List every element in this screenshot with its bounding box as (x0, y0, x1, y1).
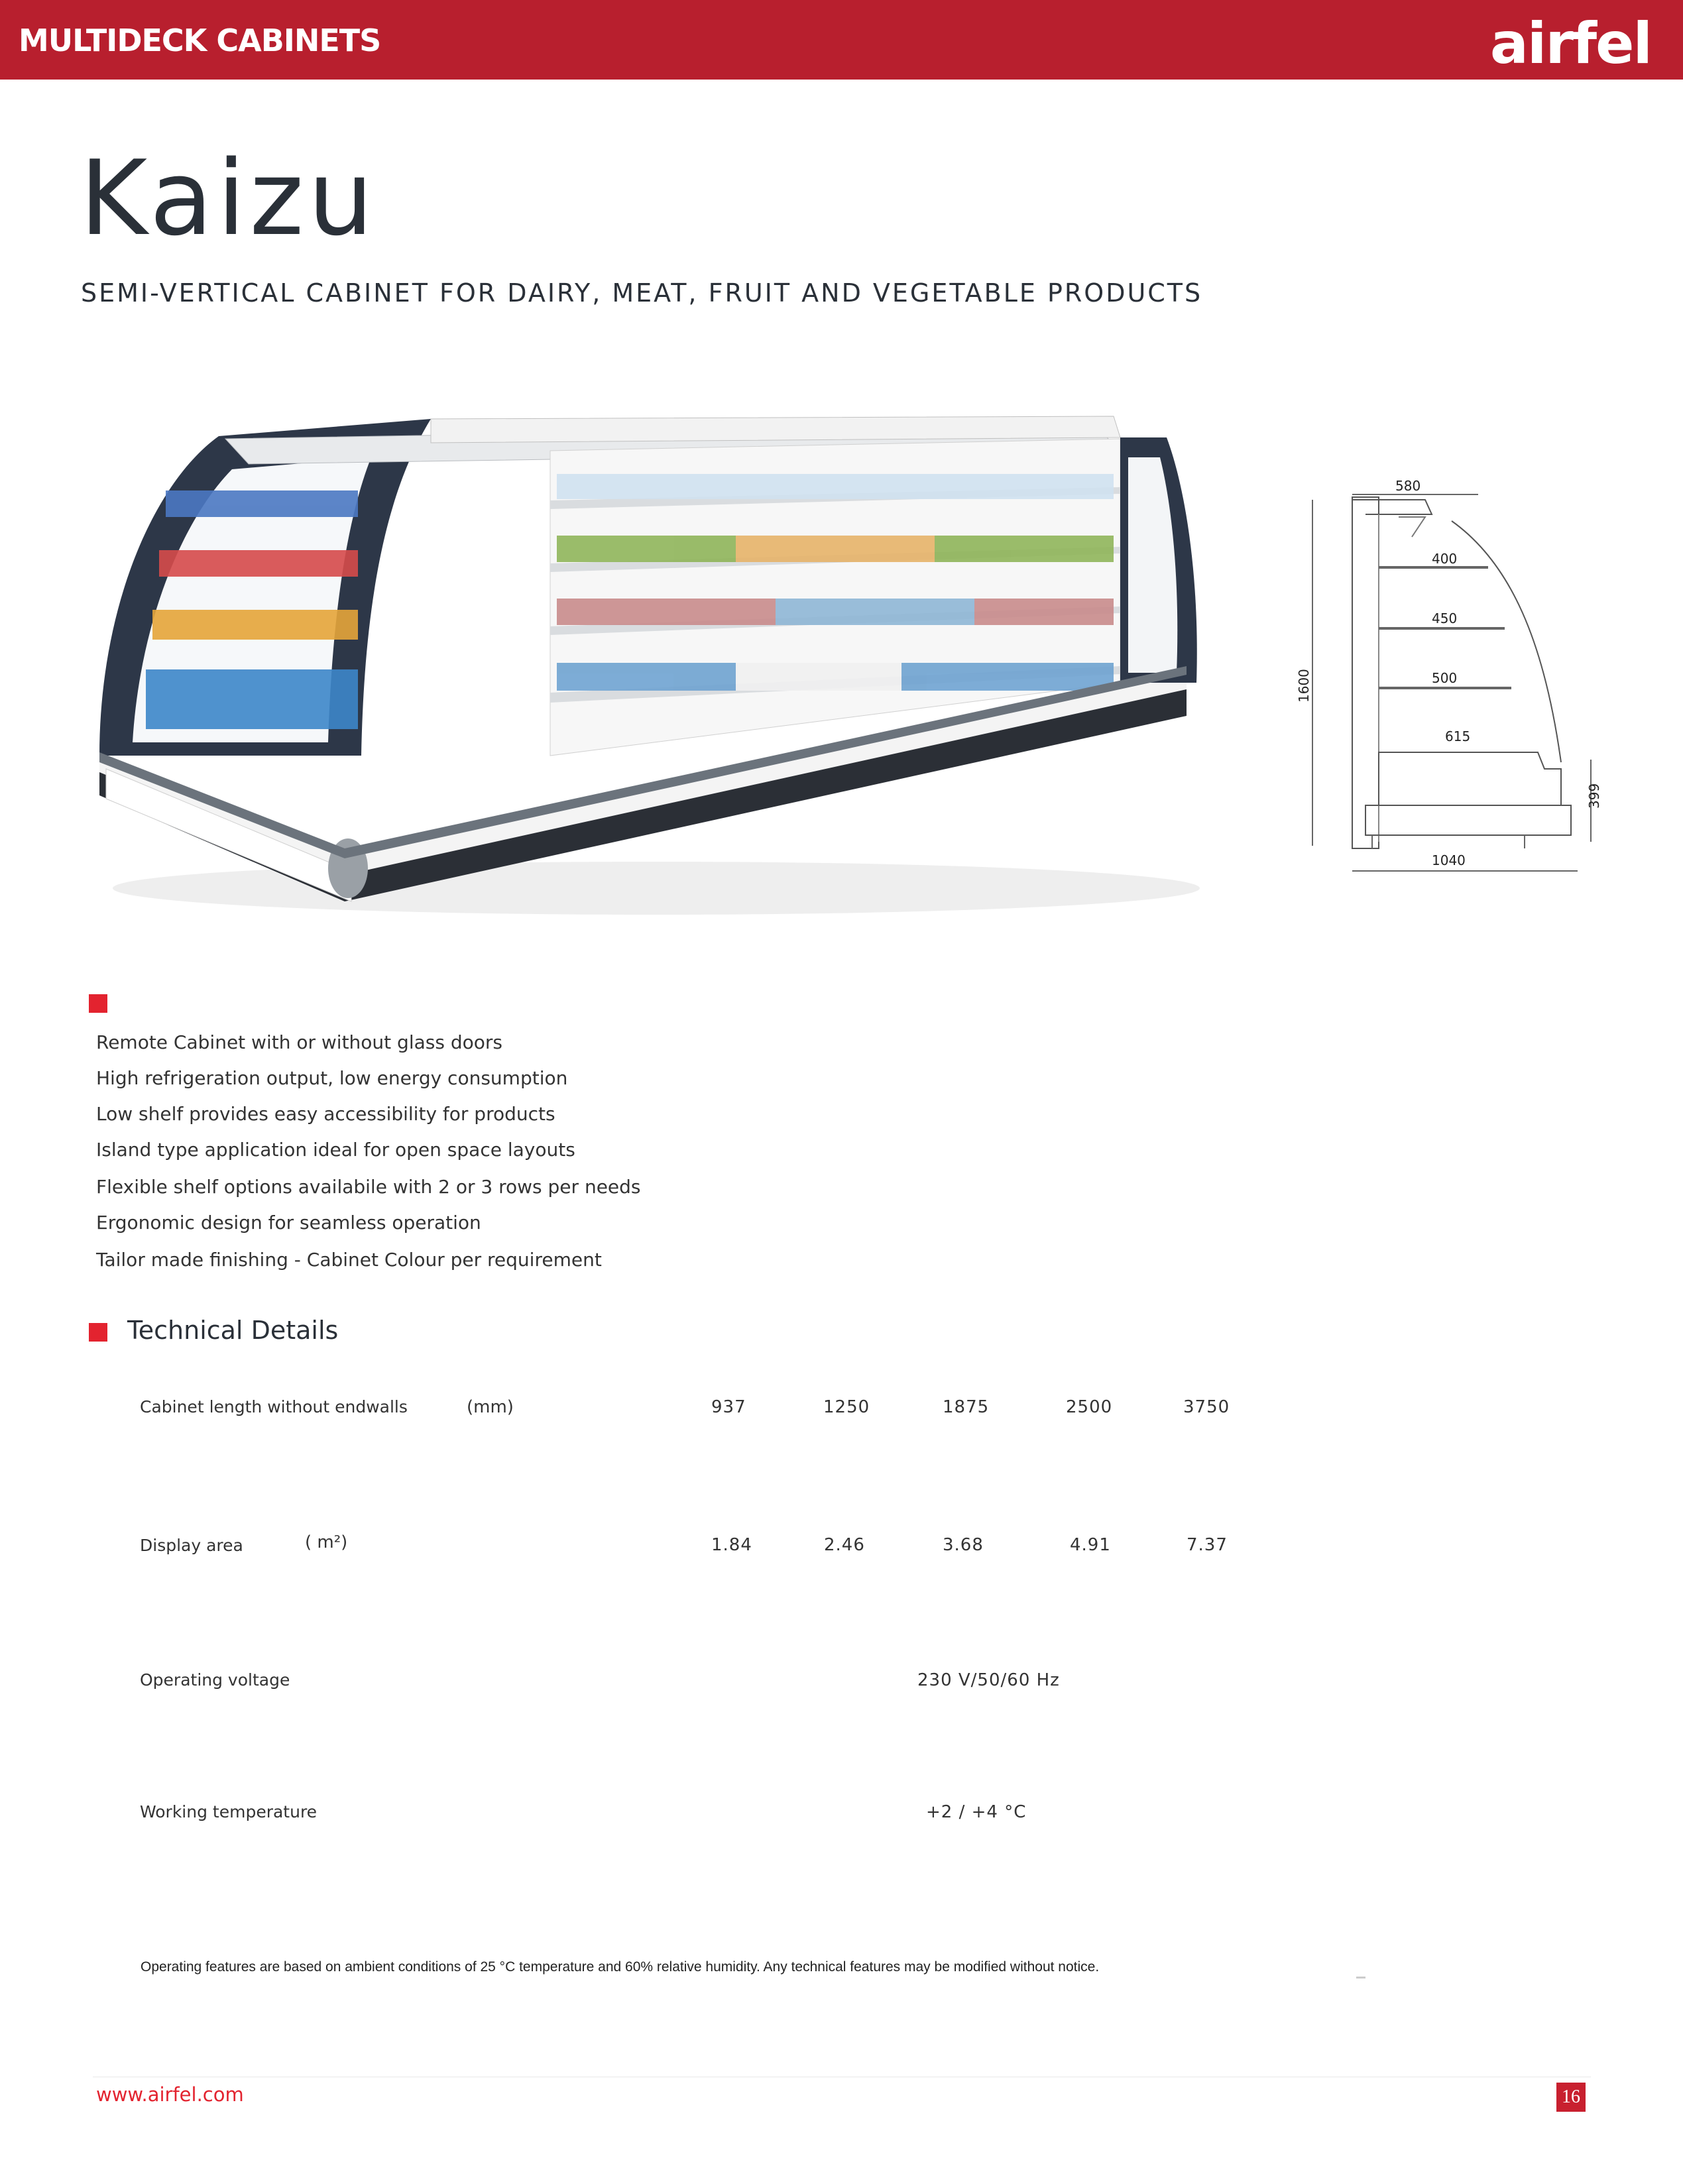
feature-item: Ergonomic design for seamless operation (96, 1212, 481, 1234)
section-title: MULTIDECK CABINETS (19, 23, 381, 58)
feature-item: Flexible shelf options availabile with 2 or 3 rows per needs (96, 1176, 641, 1198)
spec-voltage-label: Operating voltage (140, 1670, 290, 1690)
dim-shelf-2: 450 (1432, 610, 1458, 626)
spec-length-label: Cabinet length without endwalls (140, 1397, 408, 1416)
spec-length-value: 937 (711, 1397, 746, 1417)
spec-area-value: 3.68 (943, 1535, 984, 1555)
spec-area-label: Display area (140, 1536, 243, 1555)
spec-area-value: 2.46 (824, 1535, 865, 1555)
feature-item: Low shelf provides easy accessibility for products (96, 1103, 555, 1125)
feature-item: High refrigeration output, low energy consumption (96, 1067, 568, 1089)
spec-temperature-value: +2 / +4 °C (926, 1802, 1027, 1822)
dim-shelf-1: 400 (1432, 551, 1458, 567)
spec-area-value: 1.84 (711, 1535, 752, 1555)
spec-voltage-value: 230 V/50/60 Hz (917, 1670, 1060, 1690)
cabinet-section-drawing (1296, 451, 1604, 888)
spec-area-value: 7.37 (1187, 1535, 1228, 1555)
spec-length-value: 1250 (823, 1397, 870, 1417)
product-subtitle: SEMI-VERTICAL CABINET FOR DAIRY, MEAT, FRUIT AND VEGETABLE PRODUCTS (81, 278, 1203, 308)
feature-item: Island type application ideal for open space layouts (96, 1139, 575, 1161)
spec-length-value: 1875 (943, 1397, 990, 1417)
features-bullet-icon (89, 994, 107, 1013)
spec-area-unit: ( m²) (305, 1532, 348, 1552)
dim-shelf-3: 500 (1432, 670, 1458, 686)
cabinet-product-image (60, 411, 1240, 935)
dim-total-depth: 1040 (1432, 852, 1466, 868)
brand-logo: airfel (1489, 11, 1651, 77)
mark (1356, 1977, 1365, 1979)
dim-front-height: 399 (1586, 783, 1602, 809)
spec-length-unit: (mm) (467, 1397, 514, 1417)
dim-top-width: 580 (1395, 478, 1421, 494)
footnote: Operating features are based on ambient conditions of 25 °C temperature and 60% relative humidity. Any technical features may be modified without notice. (141, 1959, 1100, 1975)
footer-website-link[interactable]: www.airfel.com (96, 2083, 244, 2106)
dim-base-depth: 615 (1445, 728, 1471, 744)
spec-temperature-label: Working temperature (140, 1802, 318, 1821)
feature-item: Tailor made finishing - Cabinet Colour per requirement (96, 1249, 602, 1271)
feature-item: Remote Cabinet with or without glass doors (96, 1031, 502, 1053)
product-title: Kaizu (80, 138, 378, 259)
spec-area-value: 4.91 (1070, 1535, 1111, 1555)
page-number: 16 (1556, 2083, 1586, 2112)
spec-length-value: 2500 (1066, 1397, 1113, 1417)
technical-bullet-icon (89, 1323, 107, 1342)
spec-length-value: 3750 (1183, 1397, 1230, 1417)
technical-details-heading: Technical Details (127, 1316, 339, 1345)
dim-height: 1600 (1296, 669, 1312, 703)
